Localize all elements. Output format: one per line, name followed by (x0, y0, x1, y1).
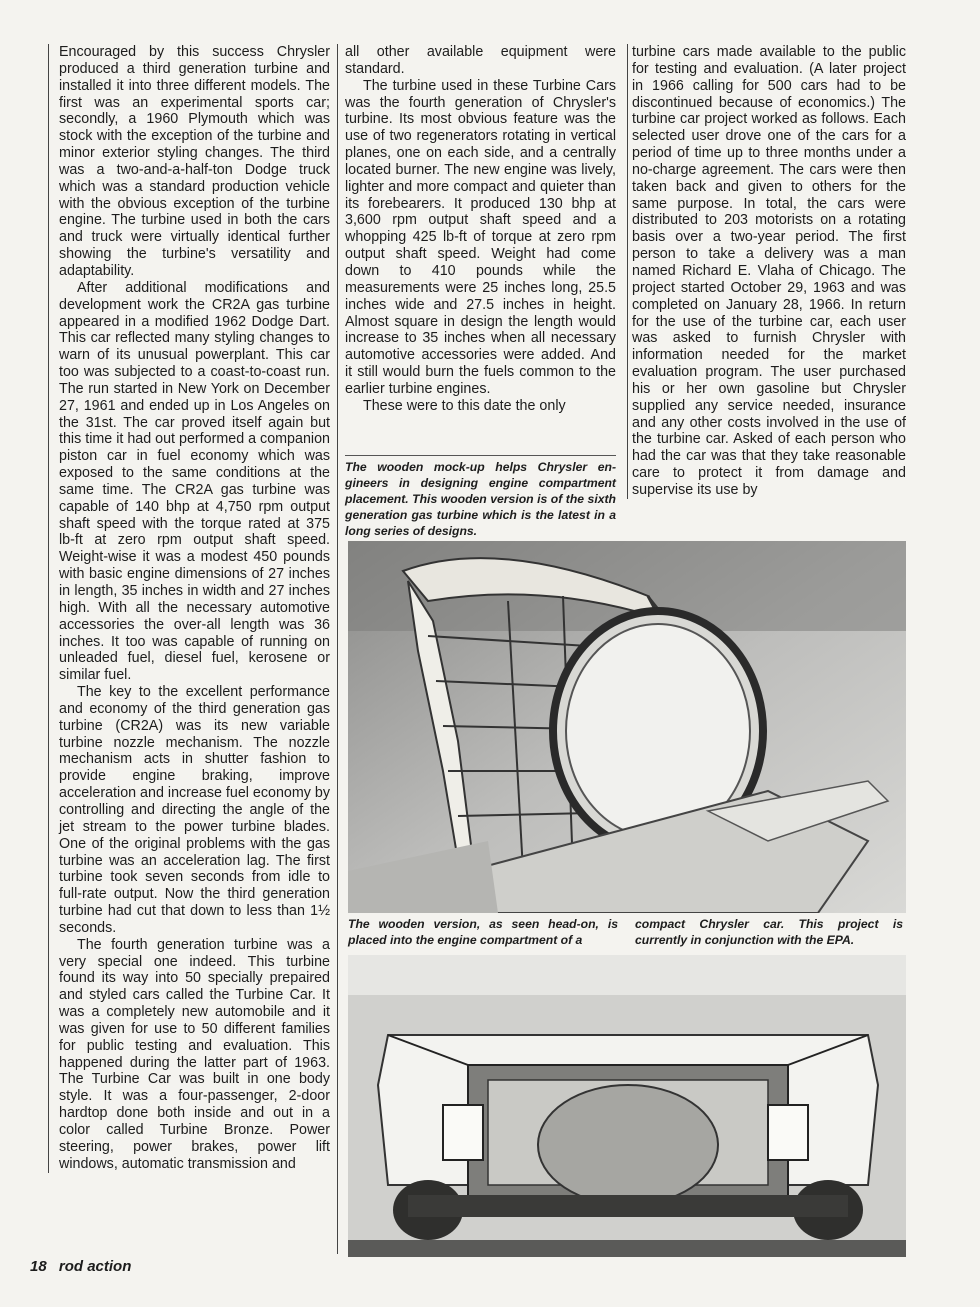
headon-caption-right: compact Chrysler car. This project is currently in conjunction with the EPA. (635, 917, 903, 947)
paragraph: After additional modifications and development work the CR2A gas turbine appeared in a modified 1962 Dodge Dart. This car reflected many styling changes to warn of its unusual powerplant. This car too was subjected to a coast-to-coast run. The run started in New York on December 27, 1961 and ended up in Los Angeles on the 31st. The car proved itself again but this time it had out performed a companion piston car in fuel economy which was exposed to the same conditions at the same time. The CR2A gas turbine was capable of 140 bhp at 4,750 rpm output shaft speed with the torque rated at 375 lb-ft at zero rpm output shaft speed. Weight-wise it was a modest 450 pounds with basic engine dimensions of 27 inches in length, 35 inches in width and 27 inches high. With all the necessary automotive accessories the over-all length was 36 inches. It too was capable of running on unleaded fuel, diesel fuel, kerosene or similar fuel. (59, 279, 330, 684)
engine-compartment-photo (348, 955, 906, 1257)
article-column-2 (345, 44, 616, 415)
paragraph: Encouraged by this success Chrysler produced a third generation turbine and installed it into three different models. The first was an experimental sports car; secondly, a 1960 Plymouth which was stock with the exception of the turbine and minor exterior styling changes. The third was a two-and-a-half-ton Dodge truck which was a standard production vehicle with the obvious exception of the turbine engine. The turbine used in both the cars and truck were virtually identical further showing the turbine's versatility and adaptability. (59, 44, 330, 279)
wooden-mockup-photo (348, 541, 906, 913)
magazine-name: rod action (58, 1258, 132, 1275)
paragraph: The key to the excellent performance and economy of the third generation gas turbine (CR2A) was its new variable turbine nozzle mechanism. The nozzle mechanism acts in shutter fashion to provide engine braking, improve acceleration and increase fuel economy by controlling and directing the angle of the jet stream to the power turbine blades. One of the original problems with the gas turbine was an acceleration lag. The first turbine took seven seconds from idle to full-rate output. Now the third generation turbine had cut that down to less than 1½ seconds. (59, 684, 331, 936)
paragraph: The fourth generation turbine was a very special one indeed. This turbine found its way into 50 specially prepaired and styled cars called the Turbine Car. It was a completely new automobile and it was given for use to 50 different families for public testing and evaluation. This happened during the latter part of 1963. The Turbine Car was built in one body style. It was a four-passenger, 2-door hardtop done both inside and out in a color called Turbine Bronze. Power steering, power brakes, power lift windows, automatic transmission and (59, 936, 330, 1172)
paragraph: all other available equipment were standard. (345, 44, 616, 77)
page-footer (30, 1258, 131, 1275)
column-divider (337, 44, 338, 1254)
article-column-3 (627, 44, 906, 499)
page-number: 18 (30, 1258, 47, 1275)
paragraph: turbine cars made available to the public for testing and evaluation. (A later project in 1966 calling for 500 cars had to be discontinued because of economics.) The turbine car project worked as follows. Each selected user drove one of the cars for a period of time up to three months under a no-charge agreement. The cars were then taken back and given to others for the same purpose. In total, the cars were distributed to 203 motorists on a rotating basis over a two-year period. The first person to take a delivery was a man named Richard E. Vlaha of Chicago. The project started October 29, 1963 and was completed on January 28, 1966. In return for the use of the turbine car, each user was asked to furnish Chrysler with information needed for the market evaluation program. The user purchased his or her own gasoline but Chrysler supplied any service needed, insurance and any other costs involved in the use of the turbine car. Asked of each person who had the car was that they take reasonable care to protect it from damage and supervise its use by (632, 44, 906, 498)
paragraph: These were to this date the only (363, 397, 566, 414)
article-column-1 (48, 44, 330, 1173)
headon-caption-left: The wooden version, as seen head-on, is placed into the engine compartment of a (348, 917, 618, 947)
mockup-caption: The wooden mock-up helps Chrysler engineers in designing engine compartment placement. This wooden version is of the sixth generation gas turbine which is the latest in a long series of designs. (345, 455, 616, 539)
paragraph: The turbine used in these Turbine Cars was the fourth generation of Chrysler's turbine. Its most obvious feature was the use of two regenerators rotating in vertical planes, one on each side, and a centrally located burner. The new engine was lively, lighter and more compact and quieter than its forebearers. It produced 130 bhp at 3,600 rpm output shaft speed and a whopping 425 lb-ft of torque at zero rpm output shaft speed. Weight had come down to 410 pounds while the measurements were 25 inches long, 25.5 inches wide and 27.5 inches in height. Almost square in design the length would increase to 35 inches when all necessary automotive accessories were added. And it still would burn the fuels common to the earlier turbine engines. (345, 77, 616, 397)
